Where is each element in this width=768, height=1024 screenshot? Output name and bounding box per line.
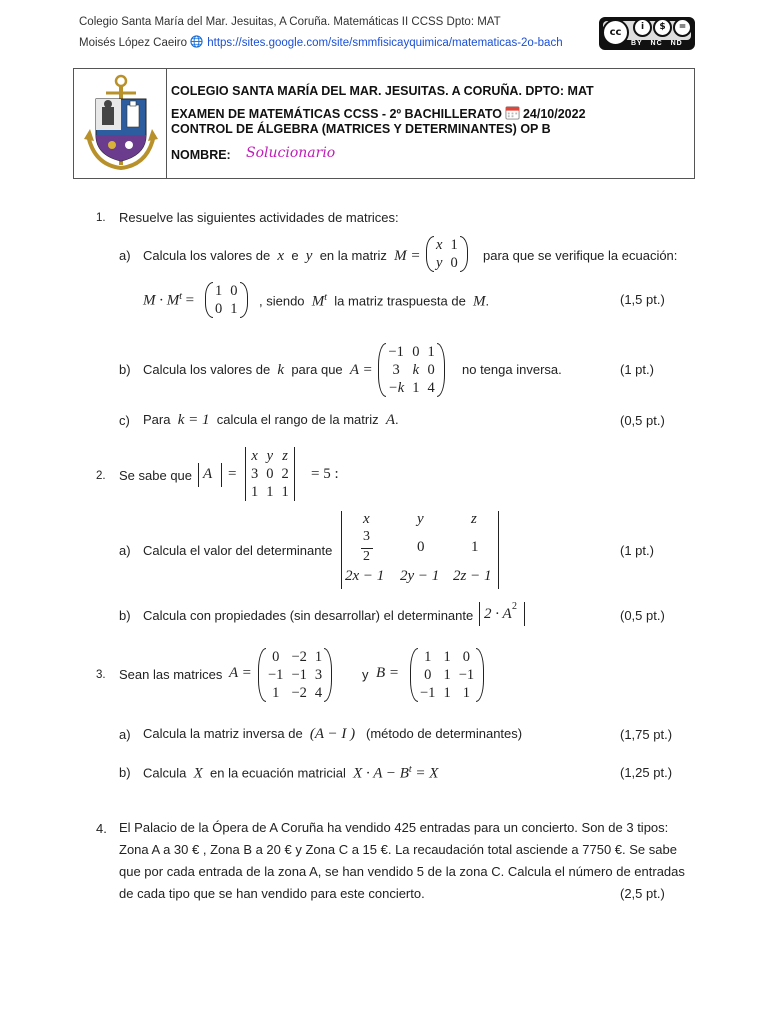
globe-icon — [190, 35, 203, 48]
q4-points: (2,5 pt.) — [620, 886, 665, 901]
nd-icon: = — [673, 18, 692, 37]
matrix-cell: 3 — [392, 362, 400, 378]
matrix-cell: 1 — [462, 685, 471, 701]
matrix-cell: 3 — [251, 466, 259, 482]
matrix-cell: 1 — [281, 484, 289, 500]
header-line1: Colegio Santa María del Mar. Jesuitas, A Coruña. Matemáticas II CCSS Dpto: MAT — [79, 16, 501, 28]
matrix-cell: 0 — [215, 301, 223, 317]
matrix-cell: 0 — [230, 283, 238, 299]
author-name: Moisés López Caeiro — [79, 37, 188, 49]
q2-equals: = — [228, 466, 237, 482]
site-link[interactable]: https://sites.google.com/site/smmfisicayquimica/matematicas-2o-bach — [207, 37, 563, 49]
q2b-text: Calcula con propiedades (sin desarrollar) el determinante — [143, 608, 474, 623]
matrix-cell: 1 — [443, 667, 451, 683]
matrix-cell: 1 — [450, 237, 458, 253]
q1b-points: (1 pt.) — [620, 362, 654, 377]
matrix-cell: −1 — [420, 685, 436, 701]
matrix-cell: 0 — [462, 649, 471, 665]
q1a-line1b: para que se verifique la ecuación: — [483, 248, 678, 263]
q2a-determinant: x y z 3 2 0 1 2x − 1 2y − 1 2z − 1 — [341, 511, 499, 589]
matrix-cell: 0 — [427, 362, 435, 378]
matrix-cell: 1 — [266, 484, 274, 500]
q1c-points: (0,5 pt.) — [620, 413, 665, 428]
matrix-cell: x — [251, 448, 258, 464]
matrix-cell: 1 — [272, 685, 280, 701]
q2-determinant — [244, 447, 296, 501]
nc-icon: $ — [653, 18, 672, 37]
exam-subtitle: CONTROL DE ÁLGEBRA (MATRICES Y DETERMINANTES) OP B — [171, 122, 551, 136]
matrix-cell: 0 — [272, 649, 280, 665]
matrix-cell: 1 — [251, 484, 259, 500]
exam-title — [171, 105, 586, 122]
q2b-points: (0,5 pt.) — [620, 608, 665, 623]
q1a-line2b: , siendo $M^t$ la matriz traspuesta de M. — [259, 292, 490, 310]
exam-date: 24/10/2022 — [522, 107, 586, 121]
matrix-cell: 1 — [412, 380, 420, 396]
matrix-cell: −1 — [291, 667, 307, 683]
matrix-cell: −2 — [291, 685, 307, 701]
matrix-cell: 1 — [314, 649, 323, 665]
q3b-points: (1,25 pt.) — [620, 765, 673, 780]
q2b-label: b) — [119, 608, 131, 623]
cc-license-badge[interactable] — [599, 17, 695, 50]
q1b-label: b) — [119, 362, 131, 377]
q1b-line-end: no tenga inversa. — [462, 362, 562, 377]
q2a-points: (1 pt.) — [620, 543, 654, 558]
matrix-cell: k — [412, 362, 420, 378]
q3-A-eq: A = — [229, 665, 252, 681]
q3b-line: Calcula X en la ecuación matricial $X \cdot A - B^t = X$ — [143, 764, 439, 782]
matrix-cell: −1 — [458, 667, 475, 683]
matrix-cell: −k — [388, 380, 405, 396]
matrix-cell: 2 — [281, 466, 289, 482]
q3-B-eq: B = — [376, 665, 400, 681]
q1b-line: Calcula los valores de k para que A = — [143, 362, 373, 378]
header-line2 — [79, 35, 563, 49]
matrix-M — [426, 236, 468, 272]
q3a-points: (1,75 pt.) — [620, 727, 673, 742]
matrix-cell: 1 — [443, 649, 451, 665]
identity-matrix — [205, 282, 248, 318]
nombre-value: Solucionario — [246, 145, 336, 161]
matrix-cell: 0 — [412, 344, 420, 360]
q4-paragraph — [119, 817, 695, 905]
matrix-cell: −1 — [268, 667, 284, 683]
q3a-label: a) — [119, 727, 131, 742]
matrix-cell: 0 — [266, 466, 274, 482]
q3a-line: Calcula la matriz inversa de (A − I ) (método de determinantes) — [143, 726, 523, 742]
q2-abs-A: A — [197, 463, 225, 487]
q3-intro: Sean las matrices — [119, 667, 223, 682]
matrix-cell: 1 — [215, 283, 223, 299]
school-crest-logo — [82, 73, 160, 175]
q2a-text: Calcula el valor del determinante — [143, 543, 333, 558]
q2-number: 2. — [96, 470, 106, 482]
matrix-A-k — [378, 343, 445, 397]
matrix-cell: −2 — [291, 649, 307, 665]
q1a-line1: Calcula los valores de x e y en la matriz M = — [143, 248, 421, 264]
q4-line2: Zona A a 30 € , Zona B a 20 € y Zona C a 15 €. La recaudación total asciende a 7750 €. Se sabe — [119, 842, 677, 857]
q4-line4: de cada tipo que se han vendido para este concierto. — [119, 886, 425, 901]
matrix-cell: 4 — [427, 380, 435, 396]
q1a-points: (1,5 pt.) — [620, 292, 665, 307]
q3-number: 3. — [96, 669, 106, 681]
by-icon: i — [633, 18, 652, 37]
q2b-expr: 2 · A 2 — [478, 602, 526, 626]
q1a-label: a) — [119, 248, 131, 263]
q1-intro: Resuelve las siguientes actividades de matrices: — [119, 210, 399, 225]
matrix-cell: 1 — [424, 649, 432, 665]
matrix-cell: y — [266, 448, 274, 464]
q3-and: y — [362, 667, 369, 682]
matrix-cell: z — [282, 448, 288, 464]
q2-intro: Se sabe que — [119, 468, 193, 483]
license-text: BY NC ND — [631, 40, 683, 47]
school-title: COLEGIO SANTA MARÍA DEL MAR. JESUITAS. A CORUÑA. DPTO: MAT — [171, 84, 594, 98]
q4-line3: que por cada entrada de la zona A, se han vendido 5 de la zona C. Calcula el número de entradas — [119, 864, 685, 879]
matrix-cell: 0 — [424, 667, 432, 683]
q4-number: 4. — [96, 821, 107, 836]
q2a-label: a) — [119, 543, 131, 558]
q1c-label: c) — [119, 413, 130, 428]
cc-icon: cc — [602, 19, 629, 46]
matrix-A — [258, 648, 332, 702]
exam-title-box — [73, 68, 695, 179]
matrix-cell: −1 — [388, 344, 404, 360]
q4-line1: El Palacio de la Ópera de A Coruña ha vendido 425 entradas para un concierto. Son de 3 tipos: — [119, 820, 669, 835]
matrix-cell: 0 — [450, 255, 458, 271]
matrix-cell: 3 — [314, 667, 323, 683]
nombre-label: NOMBRE: — [171, 148, 231, 162]
matrix-cell: x — [436, 237, 443, 253]
q1-number: 1. — [96, 212, 106, 224]
q3b-label: b) — [119, 765, 131, 780]
matrix-B — [410, 648, 484, 702]
matrix-cell: 1 — [427, 344, 435, 360]
q1a-line2: $M \cdot M^t$ = — [143, 291, 195, 309]
matrix-cell: y — [436, 255, 443, 271]
calendar-icon — [505, 105, 520, 120]
q2-equals-5: = 5 : — [311, 466, 339, 482]
q1c-line: Para k = 1 calcula el rango de la matriz A. — [143, 412, 399, 428]
matrix-cell: 1 — [230, 301, 238, 317]
matrix-cell: 1 — [443, 685, 451, 701]
matrix-cell: 4 — [314, 685, 323, 701]
exam-title-text: EXAMEN DE MATEMÁTICAS CCSS - 2º BACHILLERATO — [171, 107, 502, 121]
